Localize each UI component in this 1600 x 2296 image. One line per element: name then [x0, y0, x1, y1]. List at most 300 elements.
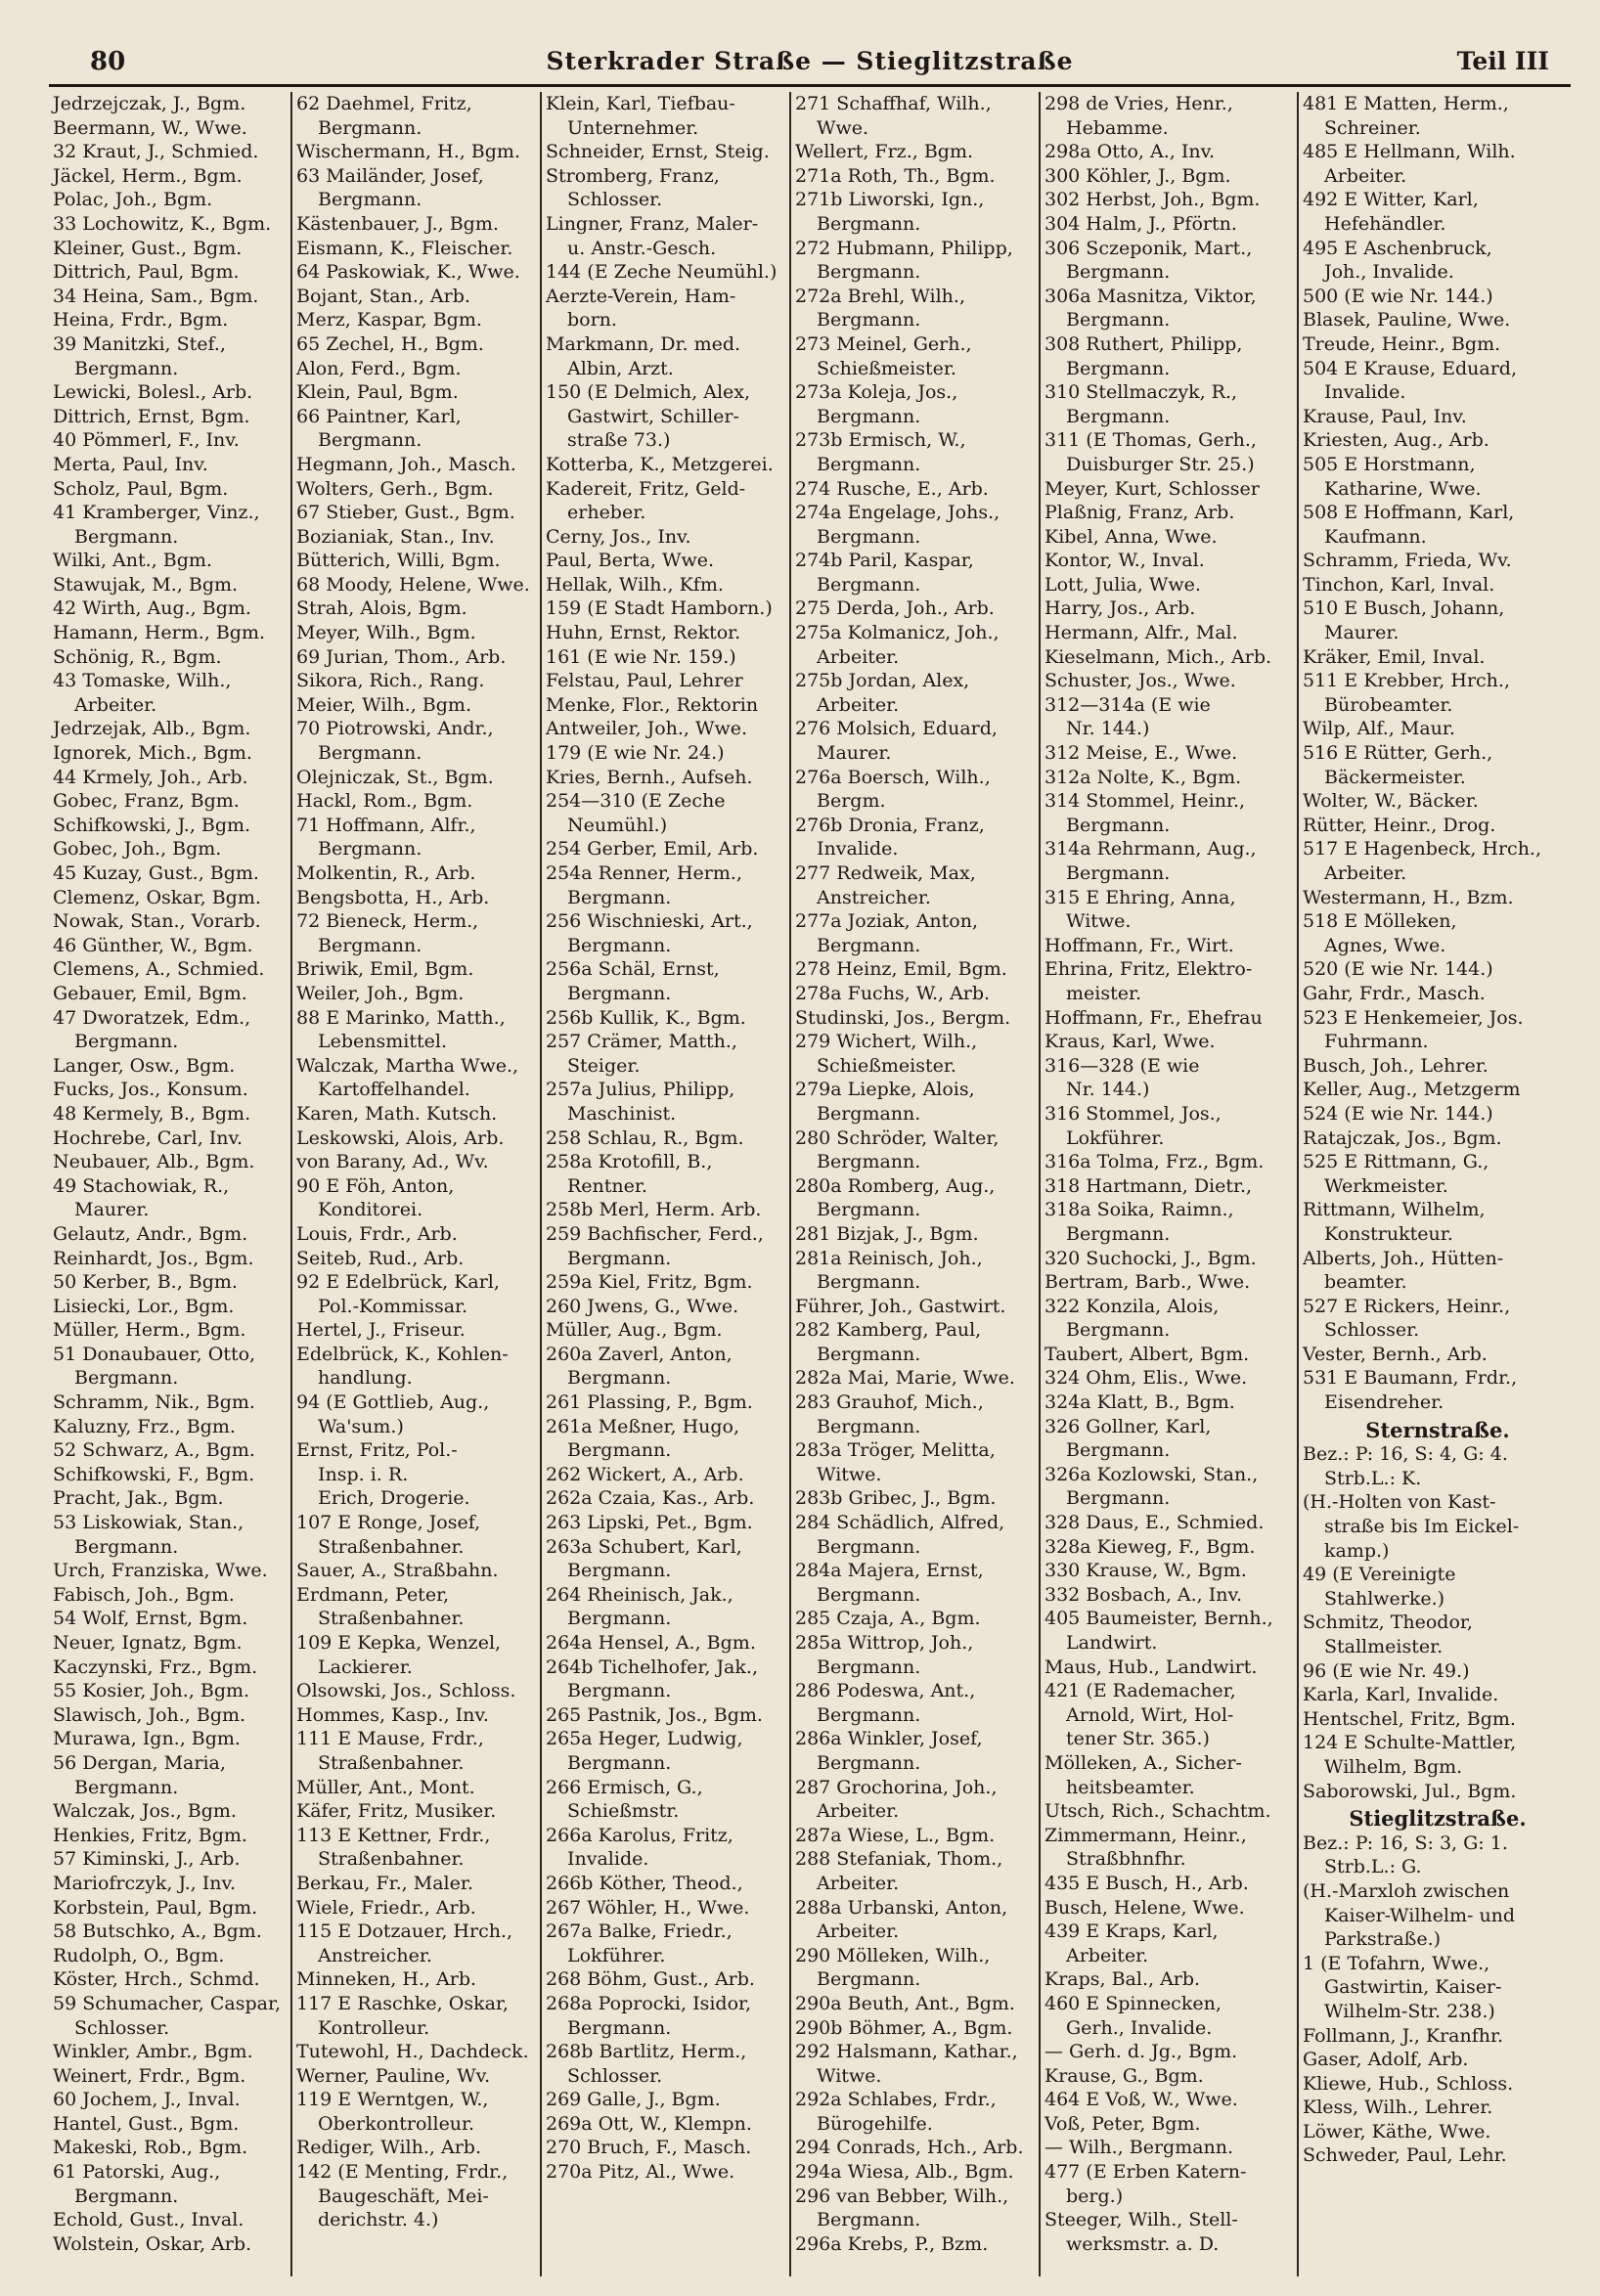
directory-line: Kliewe, Hub., Schloss. [1303, 2072, 1514, 2095]
directory-line: Utsch, Rich., Schachtm. [1044, 1800, 1271, 1823]
directory-line: 270 Bruch, F., Masch. [546, 2137, 752, 2159]
directory-line: 518 E Mölleken, [1303, 910, 1457, 933]
directory-line: Wolters, Gerh., Bgm. [296, 477, 494, 500]
directory-line: 33 Lochowitz, K., Bgm. [53, 212, 272, 235]
directory-line: Erich, Drogerie. [318, 1487, 470, 1510]
directory-line: Hamann, Herm., Bgm. [53, 622, 266, 644]
directory-line: Wilp, Alf., Maur. [1303, 718, 1455, 740]
directory-line: 41 Kramberger, Vinz., [53, 502, 260, 524]
directory-line: 274 Rusche, E., Arb. [795, 477, 989, 500]
directory-line: 257a Julius, Philipp, [546, 1079, 735, 1101]
directory-line: Minneken, H., Arb. [296, 1968, 477, 1991]
directory-line: Hermann, Alfr., Mal. [1044, 622, 1238, 644]
directory-line: Beermann, W., Wwe. [53, 116, 247, 139]
directory-line: Schlosser. [74, 2016, 170, 2039]
directory-line: Jedrzejczak, J., Bgm. [53, 93, 246, 114]
directory-line: Strb.L.: G. [1324, 1856, 1422, 1878]
directory-line: 318 Hartmann, Dietr., [1044, 1174, 1253, 1197]
directory-line: 277a Joziak, Anton, [795, 910, 979, 933]
part-label: Teil III [1456, 47, 1549, 75]
directory-line: Jedrzejak, Alb., Bgm. [53, 718, 251, 740]
directory-line: 260 Jwens, G., Wwe. [546, 1295, 739, 1317]
directory-line: 312 Meise, E., Wwe. [1044, 742, 1238, 765]
directory-line: Maurer. [1324, 622, 1400, 644]
directory-line: Kraus, Karl, Wwe. [1044, 1031, 1216, 1053]
directory-line: 55 Kosier, Joh., Bgm. [53, 1680, 250, 1702]
directory-line: 258a Krotofill, B., [546, 1151, 713, 1173]
directory-line: Straßbhnfhr. [1066, 1848, 1186, 1871]
directory-line: Lackierer. [318, 1656, 413, 1678]
directory-line: Gastwirtin, Kaiser- [1324, 1976, 1502, 1999]
directory-line: Murawa, Ign., Bgm. [53, 1728, 241, 1750]
directory-line: Alberts, Joh., Hütten- [1303, 1247, 1504, 1269]
directory-line: 115 E Dotzauer, Hrch., [296, 1921, 513, 1943]
directory-line: Wolstein, Oskar, Arb. [53, 2232, 252, 2255]
directory-line: Ehrina, Fritz, Elektro- [1044, 958, 1253, 981]
directory-line: Gaser, Adolf, Arb. [1303, 2049, 1469, 2071]
directory-line: Oberkontrolleur. [318, 2112, 475, 2135]
directory-line: Bergmann. [817, 1656, 921, 1678]
directory-line: Strah, Alois, Bgm. [296, 597, 467, 620]
directory-line: 264 Rheinisch, Jak., [546, 1583, 733, 1606]
directory-line: Bergmann. [567, 1560, 672, 1582]
directory-line: Rentner. [567, 1174, 647, 1197]
directory-line: 292a Schlabes, Frdr., [795, 2089, 997, 2111]
directory-line: Konstrukteur. [1324, 1222, 1453, 1245]
directory-line: Bergmann. [817, 1583, 921, 1606]
directory-line: Weinert, Frdr., Bgm. [53, 2064, 246, 2087]
directory-line: Lingner, Franz, Maler- [546, 212, 759, 235]
directory-line: Bergmann. [817, 309, 921, 331]
directory-line: Reinhardt, Jos., Bgm. [53, 1247, 254, 1269]
directory-line: Schönig, R., Bgm. [53, 645, 222, 668]
directory-line: Hantel, Gust., Bgm. [53, 2112, 240, 2135]
directory-line: u. Anstr.-Gesch. [567, 237, 717, 259]
directory-line: Stallmeister. [1324, 1636, 1444, 1657]
directory-line: Bengsbotta, H., Arb. [296, 886, 490, 908]
directory-line: Kaczynski, Frz., Bgm. [53, 1656, 258, 1678]
directory-line: 61 Patorski, Aug., [53, 2161, 221, 2184]
directory-line: Bergmann. [1066, 309, 1171, 331]
directory-line: Bergmann. [318, 429, 422, 452]
directory-line: Kless, Wilh., Lehrer. [1303, 2097, 1493, 2119]
directory-line: 281 Bizjak, J., Bgm. [795, 1222, 979, 1245]
directory-line: 265 Pastnik, Jos., Bgm. [546, 1703, 763, 1726]
directory-line: 324a Klatt, B., Bgm. [1044, 1391, 1235, 1414]
directory-line: Bergmann. [567, 1439, 672, 1462]
directory-line: Schuster, Jos., Wwe. [1044, 670, 1236, 692]
directory-line: Bergmann. [817, 212, 921, 235]
directory-line: 306a Masnitza, Viktor, [1044, 285, 1257, 307]
directory-line: 142 (E Menting, Frdr., [296, 2161, 509, 2184]
directory-line: 262 Wickert, A., Arb. [546, 1463, 744, 1485]
directory-line: 256b Kullik, K., Bgm. [546, 1006, 746, 1029]
directory-line: Hoffmann, Fr., Wirt. [1044, 934, 1234, 956]
directory-line: Schramm, Frieda, Wv. [1303, 550, 1512, 572]
directory-line: Bergmann. [817, 525, 921, 548]
directory-line: Kontor, W., Inval. [1044, 550, 1205, 572]
directory-line: Witwe. [1066, 910, 1132, 933]
directory-line: Parkstraße.) [1324, 1928, 1442, 1951]
directory-line: Bergmann. [567, 2016, 672, 2039]
directory-line: Kries, Bernh., Aufseh. [546, 766, 753, 788]
directory-line: 279 Wichert, Wilh., [795, 1031, 978, 1053]
directory-line: Berkau, Fr., Maler. [296, 1872, 473, 1894]
directory-line: Eisendreher. [1324, 1391, 1444, 1414]
directory-line: Stromberg, Franz, [546, 164, 720, 187]
directory-line: Rediger, Wilh., Arb. [296, 2137, 481, 2159]
directory-line: Bergmann. [318, 934, 422, 956]
directory-line: Hentschel, Fritz, Bgm. [1303, 1707, 1516, 1730]
directory-line: 280 Schröder, Walter, [795, 1126, 1000, 1149]
directory-line: Erdmann, Peter, [296, 1583, 450, 1606]
directory-line: 274b Paril, Kaspar, [795, 550, 974, 572]
directory-line: 124 E Schulte-Mattler, [1303, 1732, 1517, 1754]
directory-line: 324 Ohm, Elis., Wwe. [1044, 1367, 1248, 1390]
directory-line: 316 Stommel, Jos., [1044, 1102, 1222, 1125]
directory-line: Studinski, Jos., Bergm. [795, 1006, 1011, 1029]
directory-line: Karla, Karl, Invalide. [1303, 1684, 1499, 1706]
directory-line: Kaufmann. [1324, 525, 1427, 548]
directory-line: 322 Konzila, Alois, [1044, 1295, 1220, 1317]
page-title: Sterkrader Straße — Stieglitzstraße [546, 47, 1074, 75]
directory-line: Follmann, J., Kranfhr. [1303, 2024, 1504, 2047]
directory-line: 264a Hensel, A., Bgm. [546, 1632, 756, 1654]
directory-line: 510 E Busch, Johann, [1303, 597, 1505, 620]
directory-line: Henkies, Fritz, Bgm. [53, 1824, 247, 1846]
directory-line: 42 Wirth, Aug., Bgm. [53, 597, 251, 620]
directory-line: Steeger, Wilh., Stell- [1044, 2209, 1238, 2231]
directory-line: 311 (E Thomas, Gerh., [1044, 429, 1257, 452]
directory-line: Bergmann. [1066, 1222, 1171, 1245]
directory-line: Steiger. [567, 1054, 641, 1077]
directory-line: 314 Stommel, Heinr., [1044, 790, 1246, 813]
page-number: 80 [90, 47, 126, 76]
directory-line: meister. [1066, 982, 1142, 1004]
column-3 [540, 92, 789, 2276]
directory-line: 261 Plassing, P., Bgm. [546, 1391, 753, 1414]
directory-line: 262a Czaia, Kas., Arb. [546, 1487, 755, 1510]
directory-line: Kotterba, K., Metzgerei. [546, 453, 774, 475]
directory-line: Olsowski, Jos., Schloss. [296, 1680, 516, 1702]
directory-line: Bergmann. [567, 1608, 672, 1630]
directory-line: Stawujak, M., Bgm. [53, 573, 239, 596]
directory-line: 485 E Hellmann, Wilh. [1303, 141, 1516, 163]
directory-line: — Gerh. d. Jg., Bgm. [1044, 2041, 1238, 2063]
directory-line: Hebamme. [1066, 116, 1169, 139]
directory-line: Weiler, Joh., Bgm. [296, 982, 465, 1004]
directory-line: Walczak, Martha Wwe., [296, 1054, 519, 1077]
directory-line: 71 Hoffmann, Alfr., [296, 814, 476, 836]
directory-line: Bergmann. [817, 1102, 921, 1125]
directory-line: Bergmann. [817, 1968, 921, 1991]
directory-line: Kibel, Anna, Wwe. [1044, 525, 1218, 548]
directory-line: Führer, Joh., Gastwirt. [795, 1295, 1006, 1317]
directory-line: 266 Ermisch, G., [546, 1776, 703, 1798]
directory-line: Wilhelm-Str. 238.) [1324, 2000, 1495, 2022]
directory-line: 328a Kieweg, F., Bgm. [1044, 1535, 1256, 1558]
directory-line: 279a Liepke, Alois, [795, 1079, 975, 1101]
directory-line: Bertram, Barb., Wwe. [1044, 1271, 1251, 1294]
directory-line: Katharine, Wwe. [1324, 477, 1482, 500]
directory-line: Keller, Aug., Metzgerm [1303, 1079, 1521, 1101]
directory-line: Schramm, Nik., Bgm. [53, 1391, 255, 1414]
directory-line: derichstr. 4.) [318, 2209, 439, 2231]
directory-line: Felstau, Paul, Lehrer [546, 670, 743, 692]
directory-line: Bergmann. [1066, 862, 1171, 884]
directory-line: 492 E Witter, Karl, [1303, 189, 1479, 211]
directory-line: 298 de Vries, Henr., [1044, 93, 1233, 114]
directory-line: 326 Gollner, Karl, [1044, 1415, 1212, 1437]
directory-line: erheber. [567, 502, 646, 524]
directory-line: 269 Galle, J., Bgm. [546, 2089, 721, 2111]
directory-line: werksmstr. a. D. [1066, 2232, 1220, 2255]
directory-line: 277 Redweik, Max, [795, 862, 976, 884]
directory-line: Bergmann. [1066, 1439, 1171, 1462]
directory-line: 64 Paskowiak, K., Wwe. [296, 261, 520, 284]
directory-line: 275a Kolmanicz, Joh., [795, 622, 1000, 644]
directory-line: 516 E Rütter, Gerh., [1303, 742, 1493, 765]
directory-line: Bergmann. [817, 1343, 921, 1365]
directory-line: Alon, Ferd., Bgm. [296, 357, 462, 379]
directory-line: Lokführer. [567, 1944, 666, 1966]
directory-line: Molkentin, R., Arb. [296, 862, 476, 884]
directory-line: Arbeiter. [1066, 1944, 1149, 1966]
directory-line: 274a Engelage, Johs., [795, 502, 1000, 524]
directory-line: Sikora, Rich., Rang. [296, 670, 485, 692]
directory-line: Clemenz, Oskar, Bgm. [53, 886, 261, 908]
directory-line: Bürogehilfe. [817, 2112, 933, 2135]
directory-line: Bergmann. [817, 1703, 921, 1726]
directory-line: Bergmann. [74, 2185, 179, 2207]
directory-line: 508 E Hoffmann, Karl, [1303, 502, 1515, 524]
directory-line: Neumühl.) [567, 814, 668, 836]
directory-line: 495 E Aschenbruck, [1303, 237, 1492, 259]
directory-line: 285 Czaja, A., Bgm. [795, 1608, 981, 1630]
directory-line: 298a Otto, A., Inv. [1044, 141, 1216, 163]
directory-line: berg.) [1066, 2185, 1124, 2207]
directory-line: Korbstein, Paul, Bgm. [53, 1896, 258, 1919]
directory-line: 65 Zechel, H., Bgm. [296, 332, 484, 355]
directory-line: Wolter, W., Bäcker. [1303, 790, 1479, 813]
directory-line: 43 Tomaske, Wilh., [53, 670, 232, 692]
directory-line: 326a Kozlowski, Stan., [1044, 1463, 1259, 1485]
directory-line: 316a Tolma, Frz., Bgm. [1044, 1151, 1265, 1173]
directory-line: 69 Jurian, Thom., Arb. [296, 645, 507, 668]
directory-line: 265a Heger, Ludwig, [546, 1728, 743, 1750]
directory-line: Lott, Julia, Wwe. [1044, 573, 1201, 596]
directory-line: Bütterich, Willi, Bgm. [296, 550, 501, 572]
directory-line: Bergmann. [74, 525, 179, 548]
directory-line: Pracht, Jak., Bgm. [53, 1487, 224, 1510]
directory-line: Joh., Invalide. [1324, 261, 1454, 284]
directory-line: Gahr, Frdr., Masch. [1303, 982, 1486, 1004]
directory-line: 47 Dworatzek, Edm., [53, 1006, 251, 1029]
directory-line: 282a Mai, Marie, Wwe. [795, 1367, 1015, 1390]
directory-line: Kadereit, Fritz, Geld- [546, 477, 746, 500]
directory-line: Winkler, Ambr., Bgm. [53, 2041, 253, 2063]
directory-line: Tinchon, Karl, Inval. [1303, 573, 1495, 596]
directory-line: Dittrich, Ernst, Bgm. [53, 405, 250, 427]
directory-line: 34 Heina, Sam., Bgm. [53, 285, 259, 307]
directory-line: Bergmann. [1066, 1487, 1171, 1510]
directory-line: Hommes, Kasp., Inv. [296, 1703, 489, 1726]
directory-line: 292 Halsmann, Kathar., [795, 2041, 1018, 2063]
directory-line: Bergmann. [817, 573, 921, 596]
directory-line: Saborowski, Jul., Bgm. [1303, 1780, 1517, 1802]
directory-line: 500 (E wie Nr. 144.) [1303, 285, 1493, 307]
directory-line: 320 Suchocki, J., Bgm. [1044, 1247, 1257, 1269]
directory-line: 284a Majera, Ernst, [795, 1560, 984, 1582]
directory-line: 294 Conrads, Hch., Arb. [795, 2137, 1024, 2159]
directory-line: 290b Böhmer, A., Bgm. [795, 2016, 1013, 2039]
directory-line: 271a Roth, Th., Bgm. [795, 164, 996, 187]
directory-line: 318a Soika, Raimn., [1044, 1199, 1234, 1221]
directory-line: 315 E Ehring, Anna, [1044, 886, 1236, 908]
directory-line: 285a Wittrop, Joh., [795, 1632, 974, 1654]
directory-line: Bergmann. [567, 1751, 672, 1774]
directory-line: Kraps, Bal., Arb. [1044, 1968, 1201, 1991]
directory-line: Krause, G., Bgm. [1044, 2064, 1204, 2087]
directory-line: Markmann, Dr. med. [546, 332, 741, 355]
directory-line: 107 E Ronge, Josef, [296, 1512, 481, 1534]
directory-line: Bergmann. [318, 838, 422, 861]
directory-line: 269a Ott, W., Klempn. [546, 2112, 752, 2135]
directory-line: Wilki, Ant., Bgm. [53, 550, 212, 572]
directory-line: Meier, Wilh., Bgm. [296, 693, 471, 716]
directory-line: 304 Halm, J., Pförtn. [1044, 212, 1237, 235]
directory-line: 113 E Kettner, Frdr., [296, 1824, 491, 1846]
directory-line: 92 E Edelbrück, Karl, [296, 1271, 500, 1294]
directory-line: 288a Urbanski, Anton, [795, 1896, 1008, 1919]
directory-line: Bergmann. [817, 1199, 921, 1221]
directory-line: 283a Tröger, Melitta, [795, 1439, 996, 1462]
directory-line: Straßenbahner. [318, 1535, 465, 1558]
directory-line: von Barany, Ad., Wv. [296, 1151, 489, 1173]
directory-line: Bergmann. [567, 934, 672, 956]
directory-line: Arbeiter. [1324, 862, 1407, 884]
directory-line: Zimmermann, Heinr., [1044, 1824, 1247, 1846]
directory-line: Bergmann. [817, 1271, 921, 1294]
directory-line: Müller, Aug., Bgm. [546, 1319, 723, 1342]
directory-line: Straßenbahner. [318, 1848, 465, 1871]
directory-line: Briwik, Emil, Bgm. [296, 958, 474, 981]
directory-line: 273 Meinel, Gerh., [795, 332, 972, 355]
directory-line: Kräker, Emil, Inval. [1303, 645, 1486, 668]
directory-line: 117 E Raschke, Oskar, [296, 1992, 509, 2014]
directory-line: Bergmann. [318, 742, 422, 765]
directory-line: Fabisch, Joh., Bgm. [53, 1583, 235, 1606]
directory-line: 264b Tichelhofer, Jak., [546, 1656, 758, 1678]
directory-line: straße bis Im Eickel- [1324, 1516, 1520, 1538]
directory-line: Paul, Berta, Wwe. [546, 550, 715, 572]
directory-line: Slawisch, Joh., Bgm. [53, 1703, 246, 1726]
directory-line: Fuhrmann. [1324, 1031, 1429, 1053]
directory-line: Walczak, Jos., Bgm. [53, 1800, 237, 1823]
directory-line: Nr. 144.) [1066, 1079, 1150, 1101]
directory-line: Gelautz, Andr., Bgm. [53, 1222, 248, 1245]
directory-line: 267 Wöhler, H., Wwe. [546, 1896, 750, 1919]
directory-line: beamter. [1324, 1271, 1407, 1294]
directory-line: 51 Donaubauer, Otto, [53, 1343, 256, 1365]
directory-line: 46 Günther, W., Bgm. [53, 934, 253, 956]
directory-line: Kriesten, Aug., Arb. [1303, 429, 1489, 452]
directory-line: Mölleken, A., Sicher- [1044, 1751, 1242, 1774]
directory-line: Bez.: P: 16, S: 3, G: 1. [1303, 1832, 1508, 1854]
directory-line: Bergmann. [817, 1751, 921, 1774]
directory-line: 276a Boersch, Wilh., [795, 766, 991, 788]
directory-line: 268b Bartlitz, Herm., [546, 2041, 747, 2063]
directory-line: Bergmann. [74, 1367, 179, 1390]
directory-line: Hegmann, Joh., Masch. [296, 453, 516, 475]
directory-line: 119 E Werntgen, W., [296, 2089, 489, 2111]
directory-line: 161 (E wie Nr. 159.) [546, 645, 736, 668]
directory-line: Arbeiter. [817, 1921, 900, 1943]
directory-line: — Wilh., Bergmann. [1044, 2137, 1234, 2159]
directory-line: Baugeschäft, Mei- [318, 2185, 489, 2207]
column-4 [789, 92, 1039, 2276]
directory-line: 273b Ermisch, W., [795, 429, 966, 452]
directory-line: Nr. 144.) [1066, 718, 1150, 740]
directory-line: Invalide. [1324, 381, 1406, 404]
street-heading: Stieglitzstraße. [1349, 1807, 1527, 1832]
directory-line: Witwe. [817, 1463, 882, 1485]
directory-line: 523 E Henkemeier, Jos. [1303, 1006, 1524, 1029]
directory-line: Köster, Hrch., Schmd. [53, 1968, 260, 1991]
directory-line: 56 Dergan, Maria, [53, 1751, 226, 1774]
column-6 [1297, 92, 1573, 2276]
directory-line: Wiele, Friedr., Arb. [296, 1896, 476, 1919]
directory-line: Echold, Gust., Inval. [53, 2209, 244, 2231]
directory-line: 276b Dronia, Franz, [795, 814, 985, 836]
directory-line: Müller, Ant., Mont. [296, 1776, 475, 1798]
directory-line: Duisburger Str. 25.) [1066, 453, 1255, 475]
directory-line: Löwer, Käthe, Wwe. [1303, 2120, 1491, 2142]
directory-line: 527 E Rickers, Heinr., [1303, 1295, 1511, 1317]
directory-line: 257 Crämer, Matth., [546, 1031, 737, 1053]
directory-line: 68 Moody, Helene, Wwe. [296, 573, 530, 596]
directory-line: 254 Gerber, Emil, Arb. [546, 838, 759, 861]
directory-line: 525 E Rittmann, G., [1303, 1151, 1489, 1173]
directory-line: Louis, Frdr., Arb. [296, 1222, 458, 1245]
directory-line: 330 Krause, W., Bgm. [1044, 1560, 1247, 1582]
directory-line: Bergmann. [74, 1535, 179, 1558]
column-5 [1039, 92, 1297, 2276]
directory-line: Straßenbahner. [318, 1751, 465, 1774]
directory-line: Aerzte-Verein, Ham- [546, 285, 736, 307]
directory-line: 312—314a (E wie [1044, 693, 1211, 716]
directory-line: Rudolph, O., Bgm. [53, 1944, 225, 1966]
directory-line: Bergmann. [74, 357, 179, 379]
directory-line: Meyer, Wilh., Bgm. [296, 622, 476, 644]
directory-line: 290 Mölleken, Wilh., [795, 1944, 991, 1966]
directory-line: Kleiner, Gust., Bgm. [53, 237, 243, 259]
directory-line: Neuer, Ignatz, Bgm. [53, 1632, 243, 1654]
directory-line: 477 (E Erben Katern- [1044, 2161, 1247, 2184]
directory-line: Bergmann. [567, 982, 672, 1004]
directory-line: Klein, Paul, Bgm. [296, 381, 459, 404]
directory-line: Bergmann. [817, 1415, 921, 1437]
directory-line: Sauer, A., Straßbahn. [296, 1560, 499, 1582]
directory-line: (H.-Holten von Kast- [1303, 1491, 1496, 1514]
directory-line: Karen, Math. Kutsch. [296, 1102, 498, 1125]
directory-line: 259 Bachfischer, Ferd., [546, 1222, 764, 1245]
directory-line: Jäckel, Herm., Bgm. [53, 164, 243, 187]
directory-line: Heina, Frdr., Bgm. [53, 309, 229, 331]
directory-line: Hackl, Rom., Bgm. [296, 790, 473, 813]
directory-line: 271 Schaffhaf, Wilh., [795, 93, 992, 114]
directory-line: Arnold, Wirt, Hol- [1066, 1703, 1234, 1726]
